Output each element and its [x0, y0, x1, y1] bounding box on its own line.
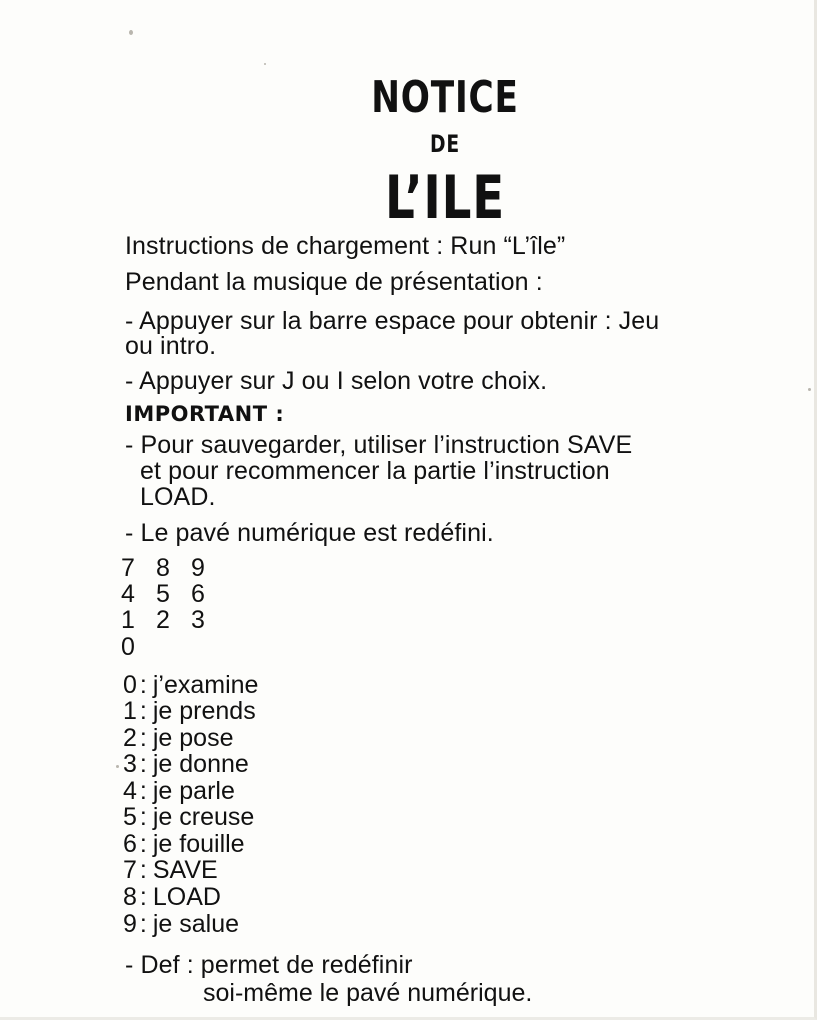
keypad-row	[121, 607, 226, 633]
keypad-key: 3	[191, 606, 205, 634]
keypad-key: 1	[121, 606, 135, 634]
space-instruction-line2: ou intro.	[125, 332, 217, 360]
loading-instructions: Instructions de chargement : Run “L’île”	[125, 232, 566, 260]
keypad-key: 8	[156, 554, 170, 582]
paper-speck	[129, 30, 133, 35]
key-legend-item: 1 : je prends	[123, 697, 256, 725]
keypad-key: 0	[121, 633, 135, 661]
def-description-line1: - Def : permet de redéfinir	[125, 951, 413, 979]
title-de: DE	[430, 130, 460, 158]
key-legend-item: 8 : LOAD	[123, 883, 221, 911]
save-instruction-line3: LOAD.	[140, 483, 216, 511]
paper-speck	[808, 388, 811, 391]
key-legend-item: 0 : j’examine	[123, 671, 259, 699]
paper-speck	[264, 63, 266, 65]
keypad-key: 6	[191, 580, 205, 608]
keypad-redefined-note: - Le pavé numérique est redéfini.	[125, 519, 494, 547]
keypad-row	[121, 581, 226, 607]
keypad-row	[121, 555, 226, 581]
paper-speck	[116, 765, 119, 768]
key-legend-item: 4 : je parle	[123, 777, 235, 805]
keypad-row	[121, 634, 156, 660]
def-description-line2: soi-même le pavé numérique.	[203, 979, 533, 1007]
music-instructions: Pendant la musique de présentation :	[125, 268, 543, 296]
title-notice: NOTICE	[371, 72, 519, 123]
space-instruction-line1: - Appuyer sur la barre espace pour obtenir : Jeu	[125, 307, 660, 335]
key-legend-item: 9 : je salue	[123, 910, 240, 938]
key-legend-item: 2 : je pose	[123, 724, 234, 752]
key-legend-item: 7 : SAVE	[123, 856, 218, 884]
choice-instruction: - Appuyer sur J ou I selon votre choix.	[125, 367, 548, 395]
keypad-key: 4	[121, 580, 135, 608]
save-instruction-line2: et pour recommencer la partie l’instruction	[140, 457, 610, 485]
keypad-key: 2	[156, 606, 170, 634]
key-legend-item: 5 : je creuse	[123, 803, 255, 831]
title-lile: L’ILE	[385, 163, 505, 233]
key-legend-item: 6 : je fouille	[123, 830, 245, 858]
keypad-key: 7	[121, 554, 135, 582]
save-instruction-line1: - Pour sauvegarder, utiliser l’instruction SAVE	[125, 431, 633, 459]
keypad-key: 5	[156, 580, 170, 608]
key-legend-item: 3 : je donne	[123, 750, 249, 778]
keypad-key: 9	[191, 554, 205, 582]
important-heading: IMPORTANT :	[125, 402, 285, 426]
